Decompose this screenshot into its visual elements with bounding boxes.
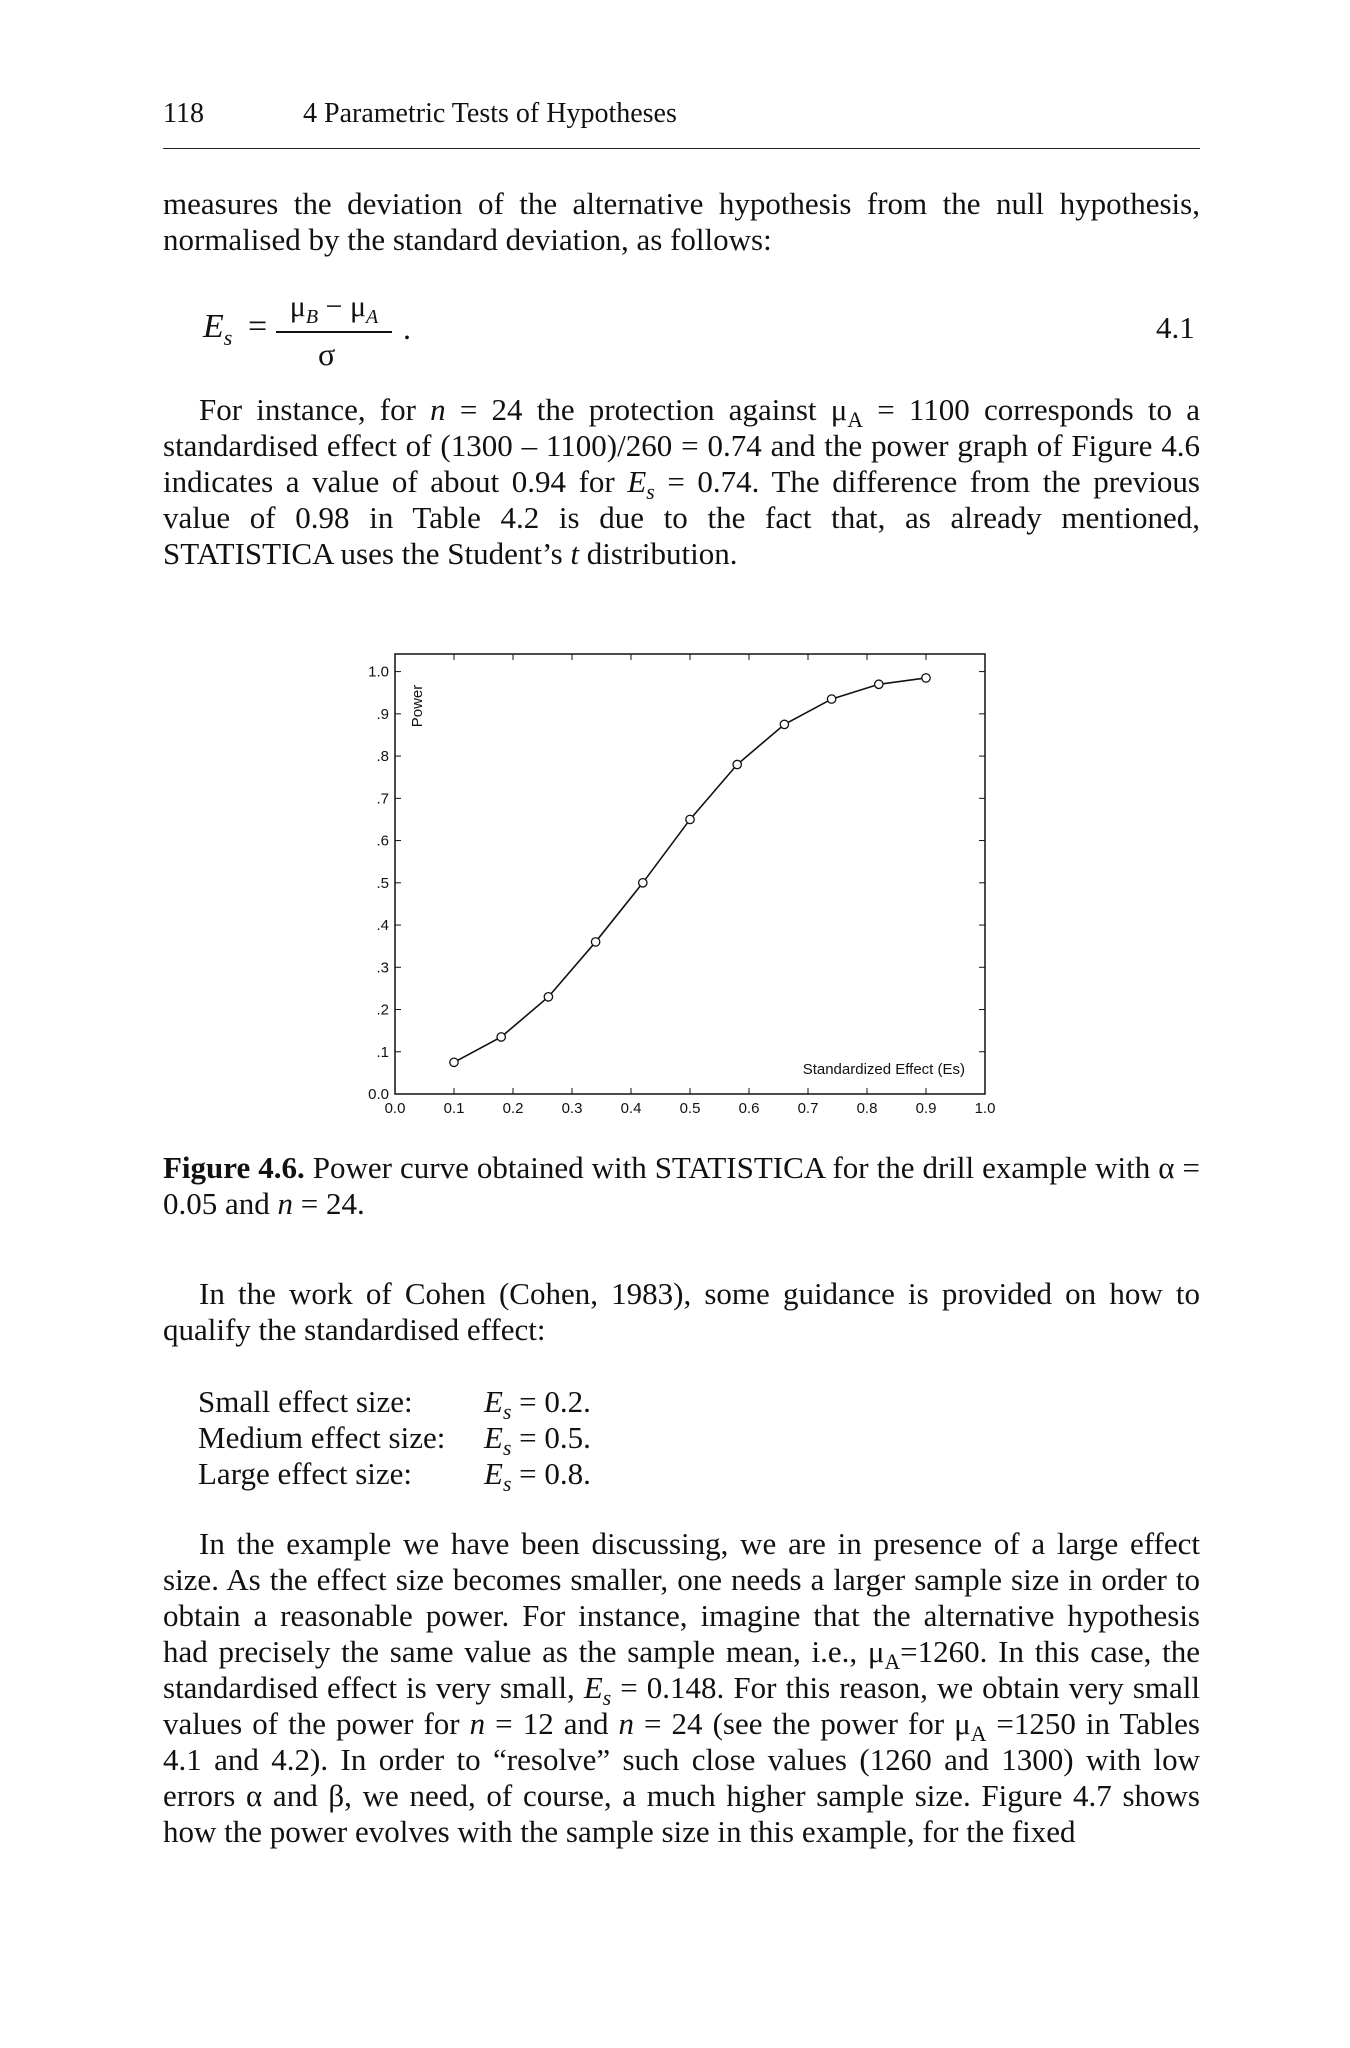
effect-size-list — [198, 1384, 591, 1497]
x-tick-label: 0.1 — [443, 1100, 465, 1117]
x-axis-label: Standardized Effect (Es) — [802, 1061, 965, 1078]
power-curve-line — [454, 678, 926, 1062]
effect-row-medium: Medium effect size: $E_s = 0.5$. — [198, 1420, 591, 1461]
y-tick-label: 0.0 — [368, 1086, 389, 1103]
data-point — [875, 680, 883, 688]
x-tick-label: 0.5 — [679, 1100, 701, 1117]
paragraph-cohen: In the work of Cohen (Cohen, 1983), some guidance is provided on how to qualify the standardised effect: — [163, 1276, 1200, 1347]
power-curve-svg — [350, 650, 1020, 1130]
y-axis-label: Power — [409, 684, 426, 728]
data-point — [733, 760, 741, 768]
paragraph-discussion: In the example we have been discussing, we are in presence of a large effect size. As the effect size becomes smaller, one needs a larger sample size in order to obtain a reasonable power. For instance, imagine that the alternative hypothesis had precisely the same value as the sample mean, i.e., $\mu_A=1260$. In this case, the standardised effect is very small, $E_s = 0.148$. For this reason, we obtain very small values of the power for n = 12 and n = 24 (see the power for $\mu_A =1250$ in Tables 4.1 and 4.2). In order to “resolve” such close values (1260 and 1300) with low errors α and β, we need, of course, a much higher sample size. Figure 4.7 shows how the power evolves with the sample size in this example, for the fixed — [163, 1526, 1200, 1849]
y-tick-label: .7 — [376, 790, 389, 808]
x-tick-label: 0.6 — [738, 1100, 760, 1117]
equation-equals: = — [248, 308, 268, 345]
x-tick-label: 0.2 — [502, 1100, 524, 1117]
data-point — [450, 1058, 458, 1066]
data-point — [497, 1033, 505, 1041]
y-tick-label: .2 — [376, 1001, 389, 1019]
paragraph-intro-line2: normalised by the standard deviation, as follows: — [163, 222, 772, 257]
data-point — [780, 720, 788, 728]
fraction-bar — [276, 331, 392, 333]
x-tick-label: 0.0 — [384, 1100, 406, 1117]
equation-numerator: $\mu_B - \mu_A$ — [289, 290, 379, 328]
x-tick-label: 0.4 — [620, 1100, 642, 1117]
equation-number: 4.1 — [1156, 310, 1195, 345]
figure-caption: Figure 4.6. Power curve obtained with STATISTICA for the drill example with α = 0.05 and n = 24. — [163, 1150, 1201, 1221]
paragraph-intro — [163, 186, 1200, 258]
y-tick-label: 1.0 — [368, 663, 389, 681]
data-point — [591, 938, 599, 946]
effect-row-large: Large effect size: $E_s = 0.8$. — [198, 1456, 591, 1497]
paragraph-example: For instance, for n = 24 the protection against $\mu_A = 1100$ corresponds to a standardised effect of (1300 – 1100)/260 = 0.74 and the power graph of Figure 4.6 indicates a value of about 0.94 for $E_s = 0.74$. The difference from the previous value of 0.98 in Table 4.2 is due to the fact that, as already mentioned, STATISTICA uses the Student’s t distribution. — [163, 392, 1201, 571]
page-header — [163, 98, 1200, 149]
y-tick-label: .1 — [376, 1043, 389, 1061]
x-tick-label: 0.7 — [797, 1100, 819, 1117]
power-curve-chart — [350, 650, 1020, 1130]
plot-frame — [395, 654, 985, 1094]
paragraph-intro-line1: measures the deviation of the alternative hypothesis from the null hypothesis, — [163, 186, 1200, 221]
y-tick-label: .6 — [376, 832, 389, 850]
y-tick-label: .4 — [376, 917, 389, 935]
data-point — [544, 993, 552, 1001]
equation-period: . — [403, 310, 411, 346]
y-tick-label: .9 — [376, 705, 389, 723]
y-tick-label: .8 — [376, 748, 389, 766]
y-tick-label: .3 — [376, 959, 389, 977]
equation-denominator: σ — [318, 336, 336, 372]
x-tick-label: 0.9 — [915, 1100, 937, 1117]
x-tick-label: 1.0 — [974, 1100, 996, 1117]
data-point — [827, 695, 835, 703]
y-tick-label: .5 — [376, 874, 389, 892]
running-head: 4 Parametric Tests of Hypotheses — [303, 98, 677, 129]
x-tick-label: 0.8 — [856, 1100, 878, 1117]
data-point — [639, 879, 647, 887]
equation-lhs: $E_s$ — [203, 308, 233, 350]
x-tick-label: 0.3 — [561, 1100, 583, 1117]
data-point — [922, 674, 930, 682]
effect-row-small: Small effect size: $E_s = 0.2$. — [198, 1384, 591, 1425]
page-number: 118 — [163, 98, 204, 129]
data-point — [686, 815, 694, 823]
